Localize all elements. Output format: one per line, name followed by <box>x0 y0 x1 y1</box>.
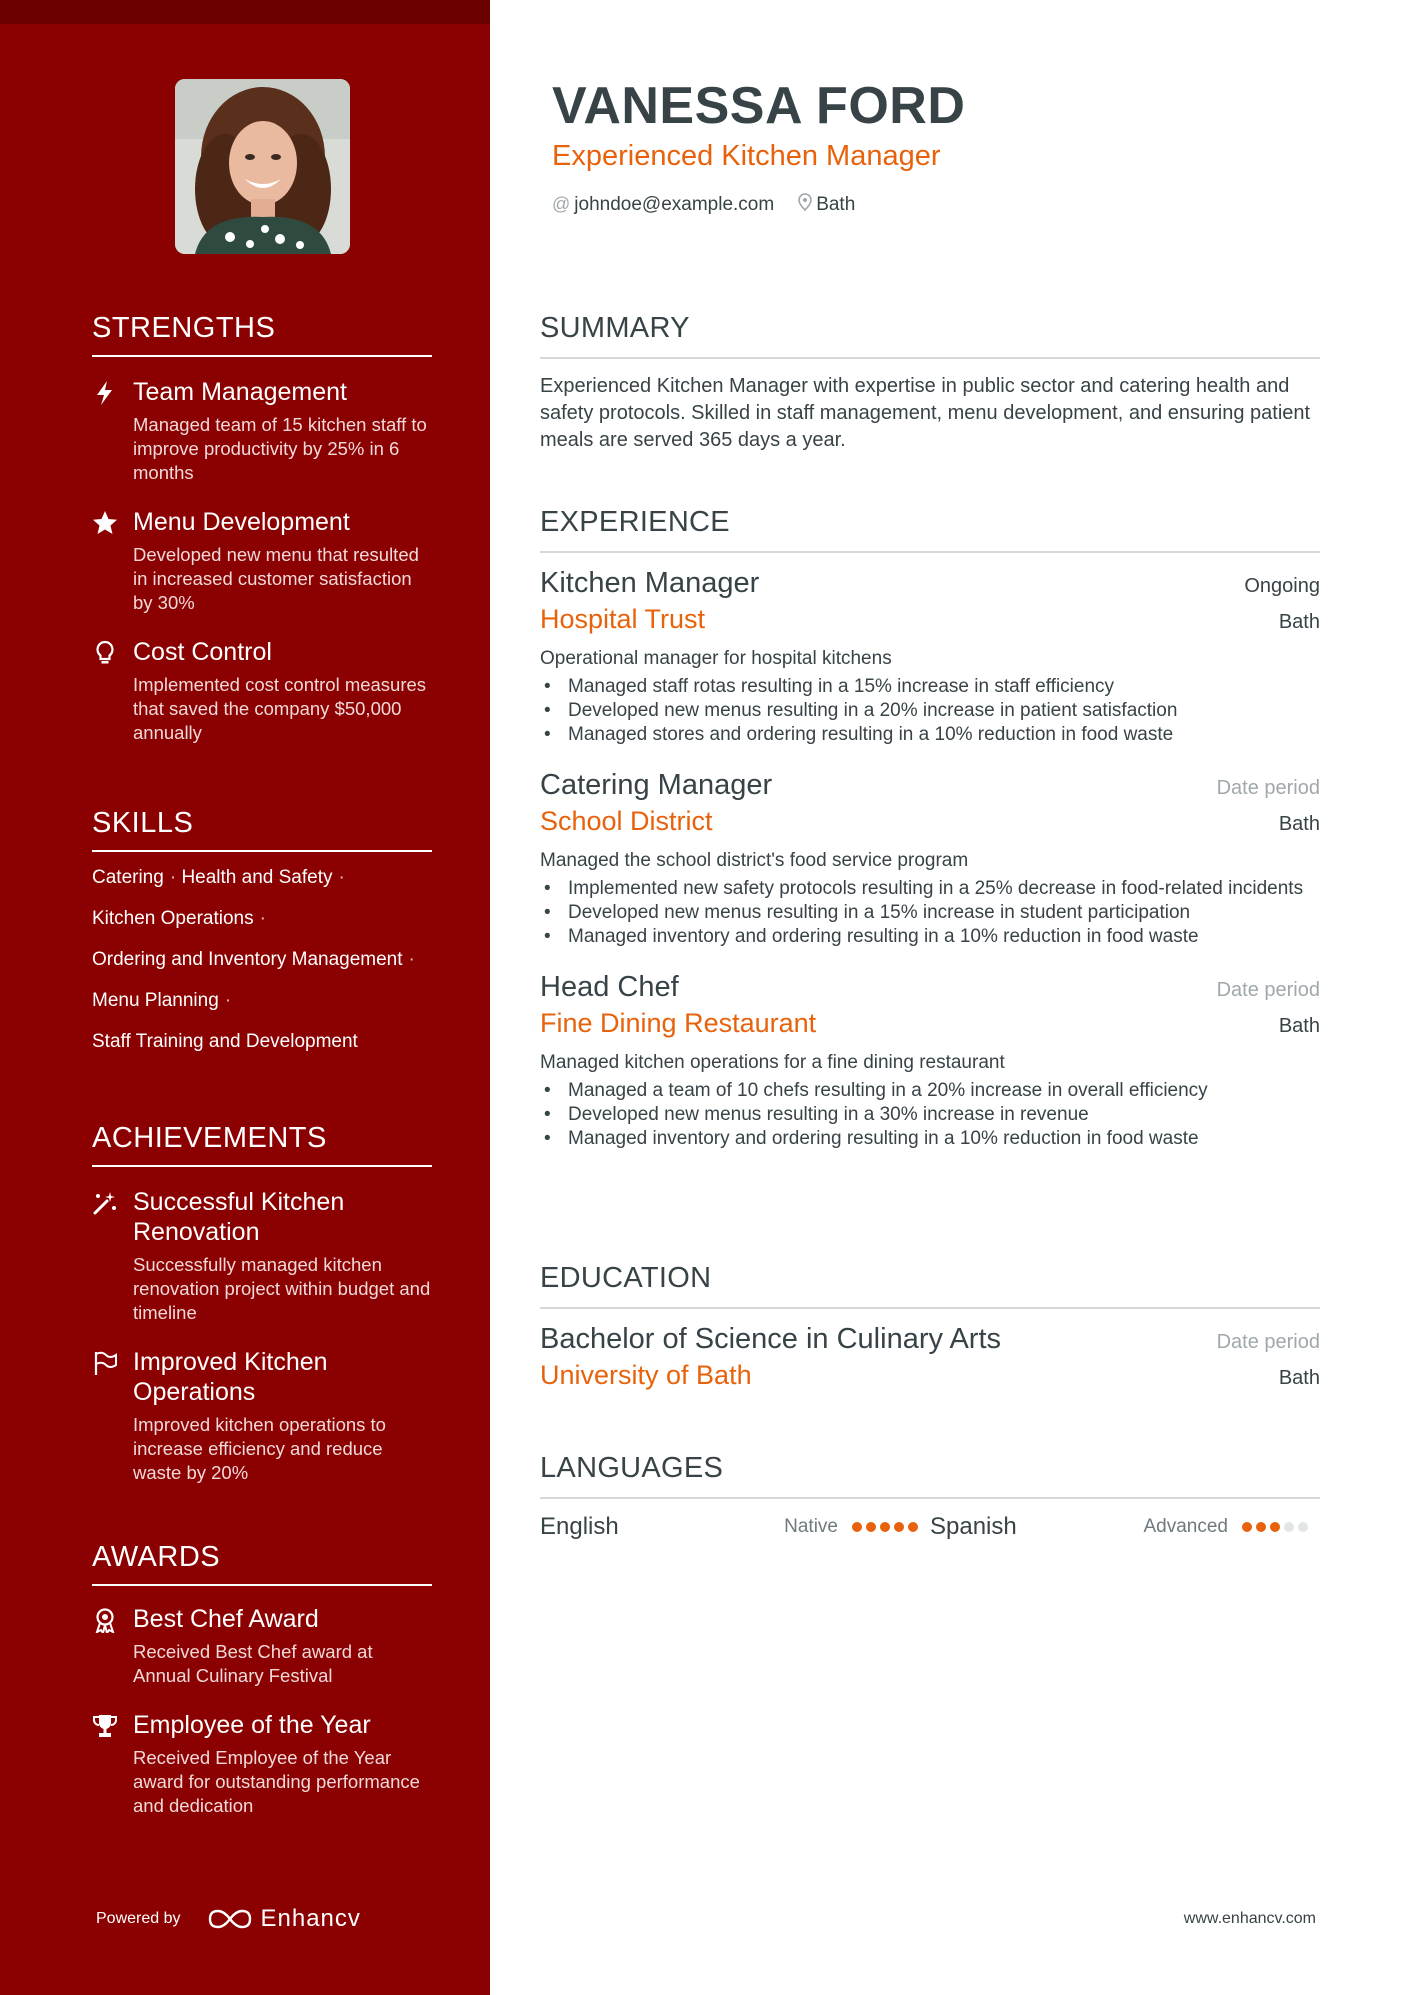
strength-title: Cost Control <box>133 638 272 666</box>
enhancv-logo[interactable] <box>207 1905 361 1933</box>
languages-title: LANGUAGES <box>540 1452 1320 1499</box>
achievement-item <box>92 1347 432 1485</box>
job-bullet: • Developed new menus resulting in a 30% increase in revenue <box>540 1103 1320 1127</box>
strength-desc: Developed new menu that resulted in increased customer satisfaction by 30% <box>133 544 419 613</box>
sidebar-top-bar <box>0 0 490 24</box>
job-company: School District <box>540 806 713 836</box>
medal-icon <box>92 1607 118 1633</box>
job-bullet: • Managed stores and ordering resulting in a 10% reduction in food waste <box>540 723 1320 747</box>
language-rating <box>1242 1522 1312 1532</box>
achievements-title: ACHIEVEMENTS <box>92 1122 432 1167</box>
rating-dot <box>1284 1522 1294 1532</box>
skill-row <box>92 989 432 1013</box>
languages-section <box>540 1452 1320 1541</box>
job-entry <box>540 567 1320 747</box>
achievement-title: Successful Kitchen Renovation <box>133 1188 345 1246</box>
skill-row <box>92 866 432 890</box>
experience-section <box>540 506 1320 1151</box>
job-bullets <box>540 877 1320 949</box>
job-location: Bath <box>1278 611 1320 633</box>
rating-dot <box>908 1522 918 1532</box>
job-bullets <box>540 675 1320 747</box>
language-level: Native <box>784 1516 838 1537</box>
magic-wand-icon <box>92 1190 118 1216</box>
skill-tag: Catering <box>92 867 164 888</box>
job-description: Managed kitchen operations for a fine dining restaurant <box>540 1052 1005 1073</box>
award-desc: Received Best Chef award at Annual Culinary Festival <box>133 1641 373 1686</box>
awards-section <box>92 1541 432 1818</box>
awards-title: AWARDS <box>92 1541 432 1586</box>
education-entry <box>540 1323 1320 1391</box>
job-title: Catering Manager <box>540 769 773 801</box>
job-company: Fine Dining Restaurant <box>540 1008 817 1038</box>
job-bullet: • Implemented new safety protocols resulting in a 25% decrease in food-related incidents <box>540 877 1320 901</box>
school-name: University of Bath <box>540 1360 752 1390</box>
lightbulb-icon <box>92 640 118 666</box>
job-bullet: • Managed staff rotas resulting in a 15% increase in staff efficiency <box>540 675 1320 699</box>
candidate-name: VANESSA FORD <box>552 77 966 135</box>
summary-title: SUMMARY <box>540 312 1320 359</box>
rating-dot <box>866 1522 876 1532</box>
skills-section <box>92 807 432 1071</box>
job-title: Head Chef <box>540 971 679 1003</box>
skill-separator: · <box>224 990 232 1011</box>
rating-dot <box>852 1522 862 1532</box>
skill-tag: Ordering and Inventory Management <box>92 949 403 970</box>
pin-icon <box>798 193 812 216</box>
award-desc: Received Employee of the Year award for outstanding performance and dedication <box>133 1747 420 1816</box>
job-date: Date period <box>1216 777 1320 799</box>
skill-row <box>92 1030 432 1054</box>
degree-title: Bachelor of Science in Culinary Arts <box>540 1323 1001 1355</box>
language-rating <box>852 1522 922 1532</box>
award-item <box>92 1710 432 1818</box>
job-bullet: • Developed new menus resulting in a 15% increase in student participation <box>540 901 1320 925</box>
skill-separator: · <box>259 908 266 929</box>
education-location: Bath <box>1278 1367 1320 1389</box>
rating-dot <box>1242 1522 1252 1532</box>
job-bullets <box>540 1079 1320 1151</box>
candidate-role: Experienced Kitchen Manager <box>552 140 941 172</box>
trophy-icon <box>92 1713 118 1739</box>
skill-separator: · <box>169 867 177 888</box>
skill-row <box>92 948 432 972</box>
rating-dot <box>880 1522 890 1532</box>
job-date: Ongoing <box>1244 575 1320 597</box>
language-level: Advanced <box>1143 1516 1228 1537</box>
job-location: Bath <box>1278 1015 1320 1037</box>
summary-text: Experienced Kitchen Manager with expertise in public sector and catering health and safety protocols. Skilled in staff management, menu development, and ensuring patient meals are served 365 days a year. <box>540 375 1311 451</box>
rating-dot <box>894 1522 904 1532</box>
job-entry <box>540 769 1320 949</box>
education-date: Date period <box>1216 1331 1320 1353</box>
experience-title: EXPERIENCE <box>540 506 1320 553</box>
job-date: Date period <box>1216 979 1320 1001</box>
job-entry <box>540 971 1320 1151</box>
language-item <box>540 1513 930 1541</box>
achievement-desc: Successfully managed kitchen renovation project within budget and timeline <box>133 1254 431 1323</box>
achievement-item <box>92 1187 432 1325</box>
powered-by <box>96 1905 361 1933</box>
strength-desc: Managed team of 15 kitchen staff to improve productivity by 25% in 6 months <box>133 414 427 483</box>
enhancv-logo-icon <box>207 1908 253 1930</box>
job-company: Hospital Trust <box>540 604 706 634</box>
footer-site-link[interactable]: www.enhancv.com <box>1183 1910 1316 1927</box>
strengths-section <box>92 312 432 745</box>
job-bullet: • Managed a team of 10 chefs resulting in a 20% increase in overall efficiency <box>540 1079 1320 1103</box>
language-name: Spanish <box>930 1513 1017 1540</box>
skill-tag: Staff Training and Development <box>92 1031 358 1052</box>
education-section <box>540 1262 1320 1391</box>
skill-tag: Health and Safety <box>181 867 333 888</box>
strengths-title: STRENGTHS <box>92 312 432 357</box>
strength-item <box>92 507 432 615</box>
job-location: Bath <box>1278 813 1320 835</box>
education-title: EDUCATION <box>540 1262 1320 1309</box>
skills-list <box>92 866 432 1054</box>
award-item <box>92 1604 432 1688</box>
strength-item <box>92 377 432 485</box>
skills-title: SKILLS <box>92 807 432 852</box>
skill-separator: · <box>338 867 345 888</box>
job-bullet: • Developed new menus resulting in a 20% increase in patient satisfaction <box>540 699 1320 723</box>
language-item <box>930 1513 1320 1541</box>
summary-section <box>540 312 1320 454</box>
award-title: Employee of the Year <box>133 1711 371 1739</box>
enhancv-brand: Enhancv <box>260 1905 361 1932</box>
achievements-section <box>92 1122 432 1485</box>
strength-item <box>92 637 432 745</box>
job-title: Kitchen Manager <box>540 567 760 599</box>
strength-title: Menu Development <box>133 508 350 536</box>
skill-separator: · <box>408 949 415 970</box>
strength-desc: Implemented cost control measures that saved the company $50,000 annually <box>133 674 427 743</box>
job-description: Managed the school district's food service program <box>540 850 969 871</box>
rating-dot <box>1256 1522 1266 1532</box>
contact-info <box>552 193 855 216</box>
job-bullet: • Managed inventory and ordering resulting in a 10% reduction in food waste <box>540 1127 1320 1151</box>
strength-title: Team Management <box>133 378 348 406</box>
sidebar <box>0 0 490 1995</box>
job-description: Operational manager for hospital kitchens <box>540 648 892 669</box>
rating-dot <box>1298 1522 1308 1532</box>
lightning-icon <box>92 380 118 406</box>
star-icon <box>92 510 118 536</box>
at-icon: @ <box>552 194 571 214</box>
achievement-title: Improved Kitchen Operations <box>133 1348 328 1406</box>
powered-by-label: Powered by <box>96 1910 181 1927</box>
contact-email[interactable]: johndoe@example.com <box>574 193 775 215</box>
languages-list <box>540 1513 1320 1541</box>
skill-tag: Menu Planning <box>92 990 219 1011</box>
skill-row <box>92 907 432 931</box>
contact-location: Bath <box>816 193 856 215</box>
skill-tag: Kitchen Operations <box>92 908 254 929</box>
profile-photo <box>175 79 350 254</box>
rating-dot <box>1270 1522 1280 1532</box>
achievement-desc: Improved kitchen operations to increase efficiency and reduce waste by 20% <box>133 1414 386 1483</box>
job-bullet: • Managed inventory and ordering resulting in a 10% reduction in food waste <box>540 925 1320 949</box>
language-name: English <box>540 1513 619 1540</box>
award-title: Best Chef Award <box>133 1605 319 1633</box>
flag-icon <box>92 1350 118 1376</box>
